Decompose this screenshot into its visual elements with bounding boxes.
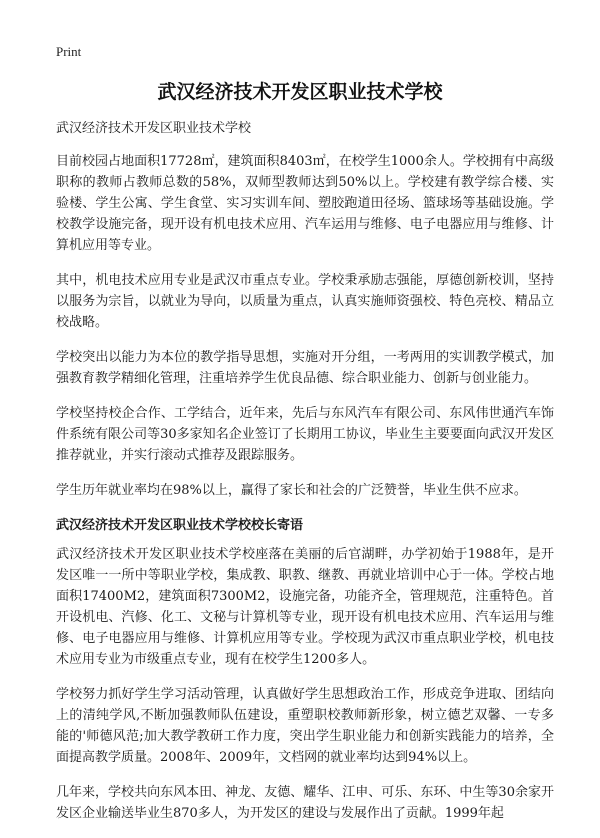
- paragraph: 目前校园占地面积17728㎡，建筑面积8403㎡，在校学生1000余人。学校拥有中高级职称的教师占教师总数的58%，双师型教师达到50%以上。学校建有教学综合楼、实验楼、学生公寓、学生食堂、实习实训车间、塑胶跑道田径场、篮球场等基础设施。学校教学设施完备，现开设有机电技术应用、汽车运用与维修、电子电器应用与维修、计算机应用等专业。: [56, 154, 554, 253]
- paragraph: 学校坚持校企合作、工学结合，近年来，先后与东风汽车有限公司、东风伟世通汽车饰件系统有限公司等30多家知名企业签订了长期用工协议，毕业生主要要面向武汉开发区推荐就业，并实行滚动式推荐及跟踪服务。: [56, 406, 554, 463]
- print-link[interactable]: Print: [56, 44, 82, 59]
- paragraph: 几年来，学校共向东风本田、神龙、友德、耀华、江申、可乐、东环、中生等30余家开发区企业输送毕业生870多人，为开发区的建设与发展作出了贡献。1999年起: [56, 785, 554, 821]
- paragraph: 学生历年就业率均在98%以上，赢得了家长和社会的广泛赞誉，毕业生供不应求。: [56, 483, 527, 498]
- section-heading: 武汉经济技术开发区职业技术学校校长寄语: [56, 518, 304, 533]
- document-subtitle: 武汉经济技术开发区职业技术学校: [56, 121, 252, 136]
- paragraph: 学校突出以能力为本位的教学指导思想，实施对开分组，一考两用的实训教学模式，加强教育教学精细化管理，注重培养学生优良品德、综合职业能力、创新与创业能力。: [56, 350, 554, 386]
- paragraph: 学校努力抓好学生学习活动管理，认真做好学生思想政治工作，形成竞争进取、团结向上的清纯学风,不断加强教师队伍建设，重塑职校教师新形象，树立德艺双馨、一专多能的'师德风范;加大教学教研工作力度，突出学生职业能力和创新实践能力的培养，全面提高教学质量。2008年、2009年，文档网的就业率均达到94%以上。: [56, 687, 554, 765]
- page-title: 武汉经济技术开发区职业技术学校: [157, 81, 443, 103]
- paragraph: 其中，机电技术应用专业是武汉市重点专业。学校秉承励志强能，厚德创新校训，坚持以服务为宗旨，以就业为导向，以质量为重点，认真实施师资强校、特色亮校、精品立校战略。: [56, 273, 554, 330]
- paragraph: 武汉经济技术开发区职业技术学校座落在美丽的后官湖畔，办学初始于1988年，是开发区唯一一所中等职业学校，集成教、职教、继教、再就业培训中心于一体。学校占地面积17400M2，建筑面积7300M2，设施完备，功能齐全，管理规范，注重特色。首开设机电、汽修、化工、文秘与计算机等专业，现开设有机电技术应用、汽车运用与维修、电子电器应用与维修、计算机应用等专业。学校现为武汉市重点职业学校，机电技术应用专业为市级重点专业，现有在校学生1200多人。: [56, 547, 554, 667]
- document-body: [56, 118, 554, 838]
